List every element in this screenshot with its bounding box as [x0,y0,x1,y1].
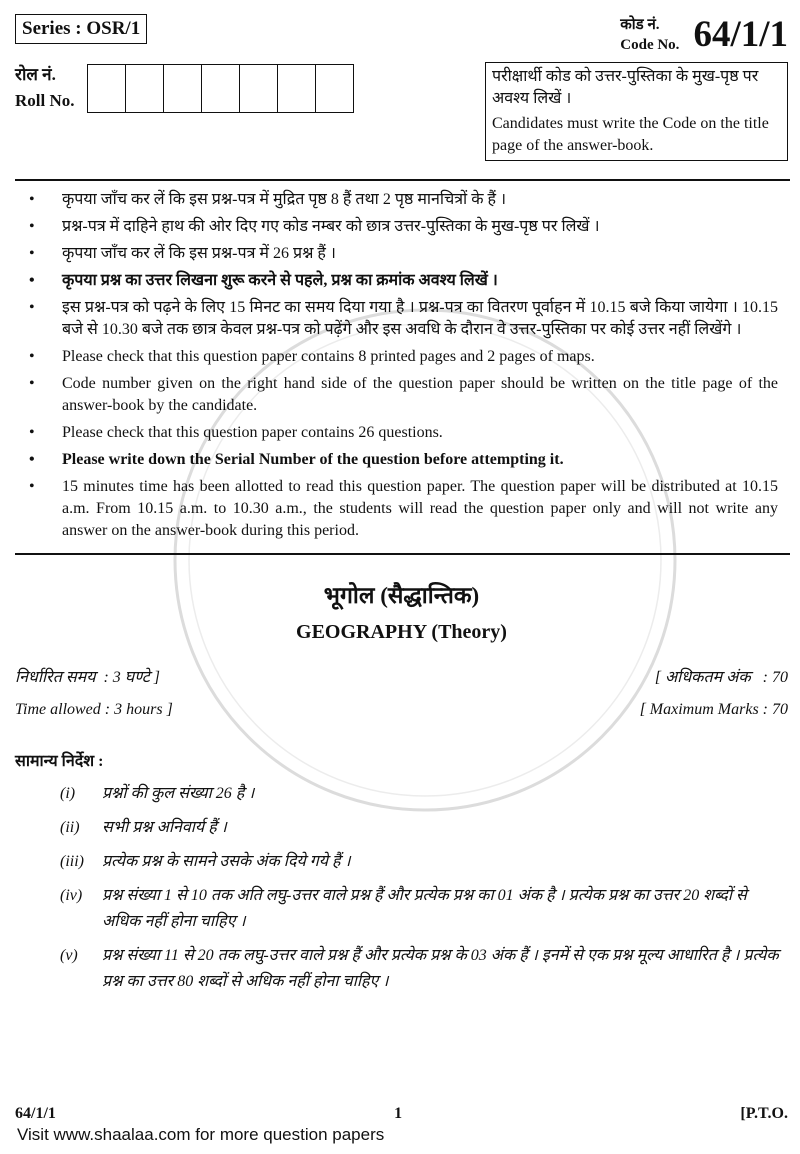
time-allowed-hindi: निर्धारित समय : 3 घण्टे ] [15,669,160,686]
general-instruction-item [60,815,788,841]
code-row [620,14,788,56]
instruction-item: • इस प्रश्न-पत्र को पढ़ने के लिए 15 मिनट का समय दिया गया है । प्रश्न-पत्र का वितरण पूर्वाहन में 10.15 बजे किया जायेगा । 10.15 बजे से 10.30 बजे तक छात्र केवल प्रश्न-पत्र को पढ़ेंगे और इस अवधि के दौरान वे उत्तर-पुस्तिका पर कोई उत्तर नहीं लिखेंगे । [15,297,778,341]
roll-digit-box [88,65,126,112]
instructions-list [15,189,778,542]
subject-title-english: GEOGRAPHY (Theory) [296,621,507,643]
meta-row-hindi [15,667,788,689]
instruction-item: • Please check that this question paper contains 8 printed pages and 2 pages of maps. [15,346,778,368]
header-left [15,14,354,114]
roll-digit-box [240,65,278,112]
general-instruction-item [60,781,788,807]
item-text: प्रश्न संख्या 11 से 20 तक लघु-उत्तर वाले प्रश्न हैं और प्रत्येक प्रश्न के 03 अंक हैं । इनमें से एक प्रश्न मूल्य आधारित है । प्रत्येक प्रश्न का उत्तर 80 शब्दों से अधिक नहीं होना चाहिए । [102,947,779,990]
code-label [620,15,679,55]
code-label-hindi: कोड नं. [620,17,660,33]
instruction-item: • कृपया जाँच कर लें कि इस प्रश्न-पत्र में मुद्रित पृष्ठ 8 हैं तथा 2 पृष्ठ मानचित्रों के हैं । [15,189,778,211]
footer-code: 64/1/1 [15,1105,56,1122]
item-number: (iv) [60,887,83,904]
instruction-item: • प्रश्न-पत्र में दाहिने हाथ की ओर दिए गए कोड नम्बर को छात्र उत्तर-पुस्तिका के मुख-पृष्ठ पर लिखें । [15,216,778,238]
general-instruction-item [60,849,788,875]
instruction-item: • Please check that this question paper contains 26 questions. [15,422,778,444]
footer-row [15,1104,788,1124]
page-number: 1 [394,1105,403,1122]
roll-digit-box [278,65,316,112]
roll-digit-box [164,65,202,112]
code-note-box [485,62,788,161]
pto-label: [P.T.O. [740,1105,788,1122]
roll-digit-box [202,65,240,112]
instruction-item: • Please write down the Serial Number of the question before attempting it. [15,449,778,471]
time-allowed-english: Time allowed : 3 hours ] [15,701,173,718]
max-marks-english: [ Maximum Marks : 70 [639,701,788,718]
item-text: सभी प्रश्न अनिवार्य हैं । [102,819,227,836]
header-right [485,14,788,161]
item-text: प्रत्येक प्रश्न के सामने उसके अंक दिये गये हैं । [102,853,351,870]
spacer [15,995,788,1104]
general-instruction-item [60,883,788,935]
subject-title-hindi: भूगोल (सैद्धान्तिक) [323,583,480,608]
roll-label [15,62,75,114]
general-instruction-item [60,943,788,995]
code-number: 64/1/1 [693,14,788,55]
roll-number-row [15,62,354,114]
instruction-item: • Code number given on the right hand side of the question paper should be written on the title page of the answer-book by the candidate. [15,373,778,417]
item-text: प्रश्न संख्या 1 से 10 तक अति लघु-उत्तर वाले प्रश्न हैं और प्रत्येक प्रश्न का 01 अंक है । प्रत्येक प्रश्न का उत्तर 20 शब्दों से अधिक नहीं होना चाहिए । [102,887,747,930]
instruction-item: • कृपया प्रश्न का उत्तर लिखना शुरू करने से पहले, प्रश्न का क्रमांक अवश्य लिखें । [15,270,778,292]
code-note-english: Candidates must write the Code on the title page of the answer-book. [492,115,769,154]
roll-label-english: Roll No. [15,91,75,110]
code-label-english: Code No. [620,37,680,53]
roll-digit-box [126,65,164,112]
item-text: प्रश्नों की कुल संख्या 26 है । [102,785,255,802]
roll-digit-box [316,65,353,112]
item-number: (iii) [60,853,84,870]
max-marks-hindi: [ अधिकतम अंक : 70 [654,669,788,686]
general-instructions-list [15,773,788,995]
code-note-hindi: परीक्षार्थी कोड को उत्तर-पुस्तिका के मुख-पृष्ठ पर अवश्य लिखें । [492,68,759,107]
instruction-item: • कृपया जाँच कर लें कि इस प्रश्न-पत्र में 26 प्रश्न हैं । [15,243,778,265]
visit-link[interactable]: Visit www.shaalaa.com for more question papers [17,1125,385,1144]
item-number: (i) [60,785,76,802]
roll-label-hindi: रोल नं. [15,65,56,84]
item-number: (v) [60,947,78,964]
instructions-box [15,179,790,555]
roll-number-boxes [87,64,354,113]
page-header [15,14,788,161]
item-number: (ii) [60,819,80,836]
instruction-item: • 15 minutes time has been allotted to read this question paper. The question paper will be distributed at 10.15 a.m. From 10.15 a.m. to 10.30 a.m., the students will read the question paper only and will not write any answer on the answer-book during this period. [15,476,778,542]
general-instructions-heading: सामान्य निर्देश : [15,753,104,770]
meta-row-english [15,699,788,721]
series-label: Series : OSR/1 [15,14,147,44]
